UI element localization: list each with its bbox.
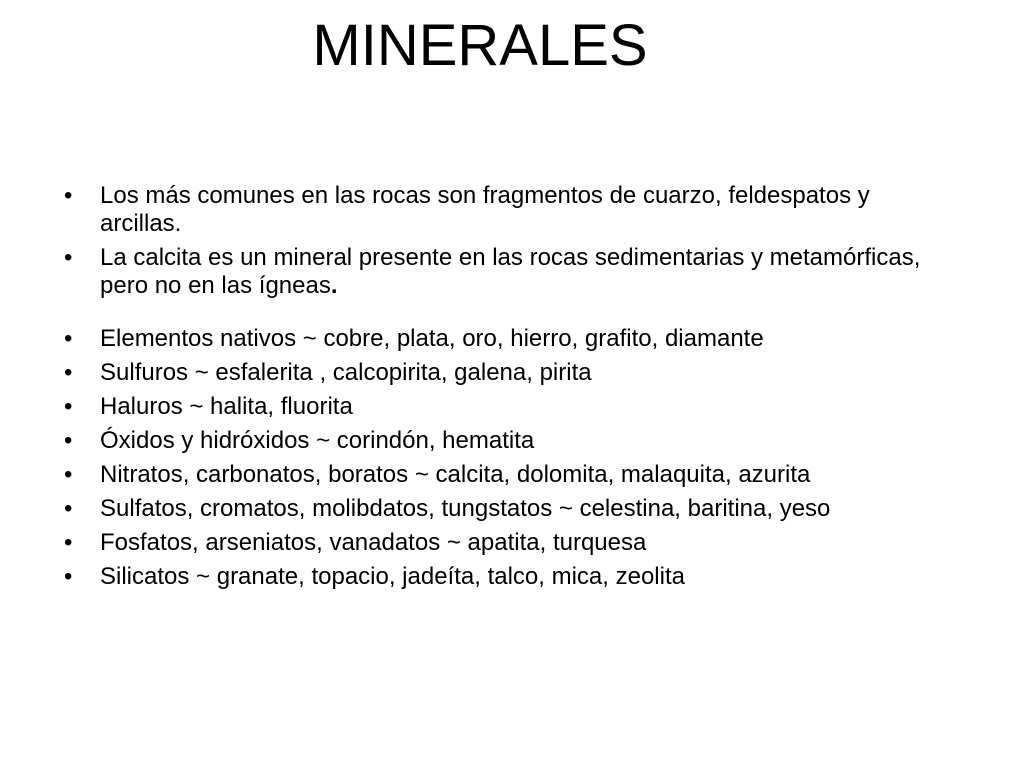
bullet-icon: • xyxy=(64,495,73,522)
list-item-text: Fosfatos, arseniatos, vanadatos ~ apatita, turquesa xyxy=(100,529,647,556)
list-item xyxy=(64,393,954,421)
bullet-icon: • xyxy=(64,325,73,352)
list-item xyxy=(64,529,954,557)
list-item-text: Los más comunes en las rocas son fragmentos de cuarzo, feldespatos y arcillas. xyxy=(100,182,870,237)
list-item-text: Sulfuros ~ esfalerita , calcopirita, galena, pirita xyxy=(100,359,592,386)
list-item-bold-suffix: . xyxy=(330,272,338,299)
bullet-icon: • xyxy=(64,393,73,420)
bullet-icon: • xyxy=(64,427,73,454)
list-item-text: Sulfatos, cromatos, molibdatos, tungstatos ~ celestina, baritina, yeso xyxy=(100,495,831,522)
bullet-icon: • xyxy=(64,182,73,209)
list-item xyxy=(64,495,954,523)
bullet-icon: • xyxy=(64,359,73,386)
bullet-list xyxy=(64,182,954,597)
list-item xyxy=(64,563,954,591)
list-item xyxy=(64,359,954,387)
list-item-text: Elementos nativos ~ cobre, plata, oro, hierro, grafito, diamante xyxy=(100,325,764,352)
list-item-text: La calcita es un mineral presente en las rocas sedimentarias y metamórficas, pero no en las ígneas xyxy=(100,244,921,299)
list-item-text: Haluros ~ halita, fluorita xyxy=(100,393,353,420)
bullet-icon: • xyxy=(64,244,73,271)
bullet-icon: • xyxy=(64,461,73,488)
list-item xyxy=(64,427,954,455)
list-item-text: Nitratos, carbonatos, boratos ~ calcita, dolomita, malaquita, azurita xyxy=(100,461,811,488)
list-item xyxy=(64,182,954,238)
slide-title: MINERALES xyxy=(312,13,648,78)
list-item xyxy=(64,325,954,353)
list-item xyxy=(64,461,954,489)
list-item xyxy=(64,244,954,300)
list-item-text: Silicatos ~ granate, topacio, jadeíta, talco, mica, zeolita xyxy=(100,563,685,590)
bullet-icon: • xyxy=(64,563,73,590)
list-item-text: Óxidos y hidróxidos ~ corindón, hematita xyxy=(100,427,535,454)
bullet-icon: • xyxy=(64,529,73,556)
